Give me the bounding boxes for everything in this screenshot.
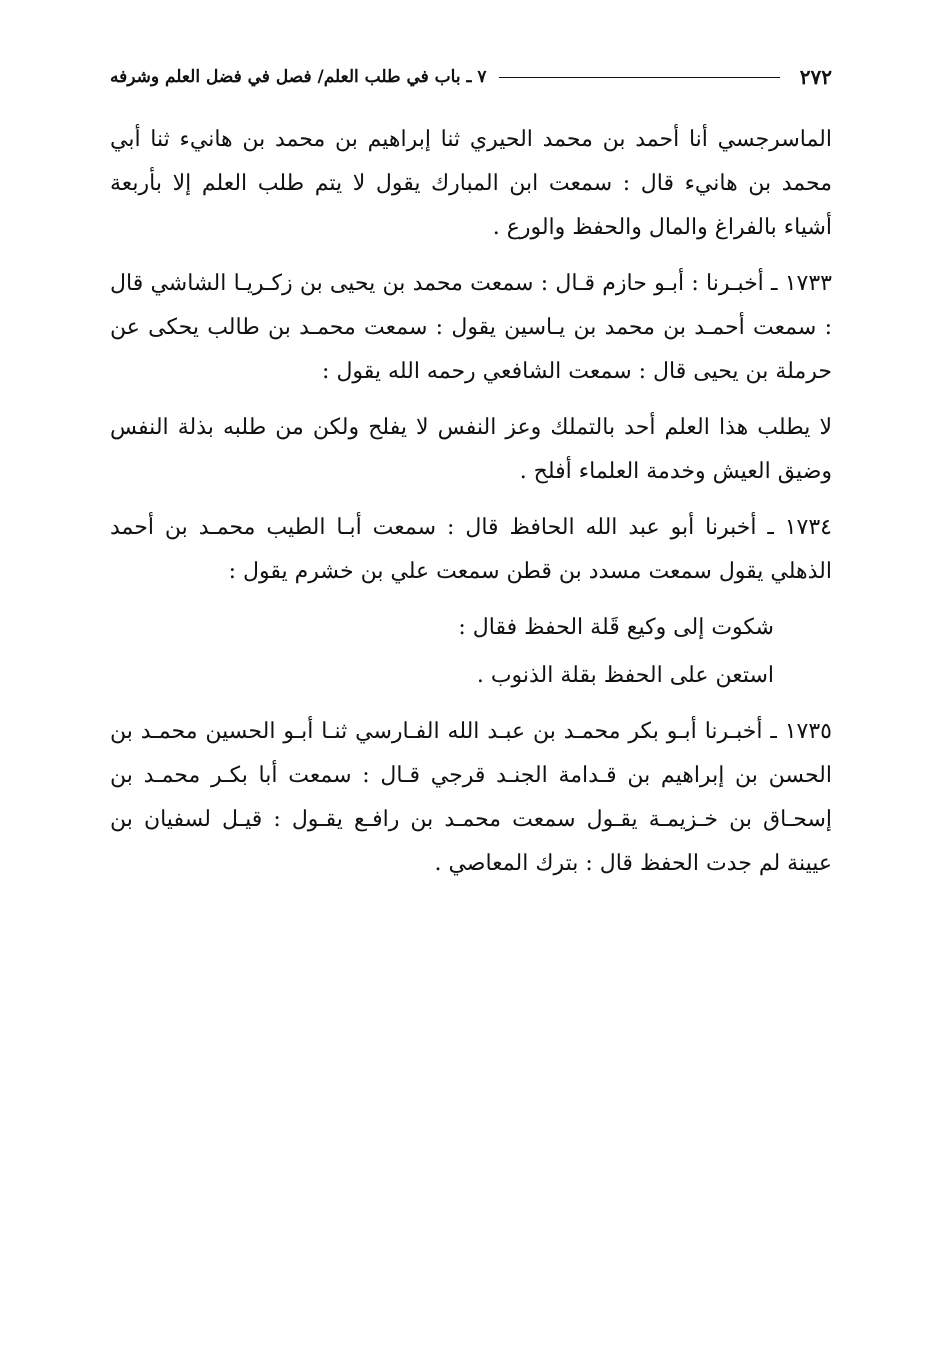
header-rule (499, 77, 780, 78)
verse-line-1: شكوت إلى وكيع قَلة الحفظ فقال : (458, 615, 774, 640)
page-number: ٢٧٢ (799, 65, 832, 89)
body-text (110, 118, 832, 886)
chapter-title: ٧ ـ باب في طلب العلم/ فصل في فضل العلم وشرفه (110, 67, 487, 87)
paragraph-1733: ١٧٣٣ ـ أخبـرنا : أبـو حازم قـال : سمعت محمد بن يحيى بن زكـريـا الشاشي قال : سمعت أحمـد بن محمد بن يـاسين يقول : سمعت محمـد بن طالب يحكى عن حرملة بن يحيى قال : سمعت الشافعي رحمه الله يقول : (110, 271, 833, 384)
paragraph-continuation: الماسرجسي أنا أحمد بن محمد الحيري ثنا إبراهيم بن محمد بن هانيء ثنا أبي محمد بن هانيء قال : سمعت ابن المبارك يقول لا يتم طلب العلم إلا بأربعة أشياء بالفراغ والمال والحفظ والورع . (110, 127, 832, 240)
paragraph-1735: ١٧٣٥ ـ أخبـرنا أبـو بكر محمـد بن عبـد الله الفـارسي ثنـا أبـو الحسين محمـد بن الحسن بن إبراهيم بن قـدامة الجنـد قرجي قـال : سمعت أبا بكـر محمـد بن إسحـاق بن خـزيمـة يقـول سمعت محمـد بن رافـع يقـول : قيـل لسفيان بن عيينة لم جدت الحفظ قال : بترك المعاصي . (110, 719, 832, 876)
page (110, 60, 832, 898)
paragraph-1734: ١٧٣٤ ـ أخبرنا أبو عبد الله الحافظ قال : سمعت أبـا الطيب محمـد بن أحمد الذهلي يقول سمعت مسدد بن قطن سمعت علي بن خشرم يقول : (110, 515, 832, 584)
verse-line-2: استعن على الحفظ بقلة الذنوب . (476, 663, 774, 688)
running-head (110, 60, 832, 94)
paragraph-shafii-quote: لا يطلب هذا العلم أحد بالتملك وعز النفس لا يفلح ولكن من طلبه بذلة النفس وضيق العيش وخدمة العلماء أفلح . (110, 415, 832, 484)
